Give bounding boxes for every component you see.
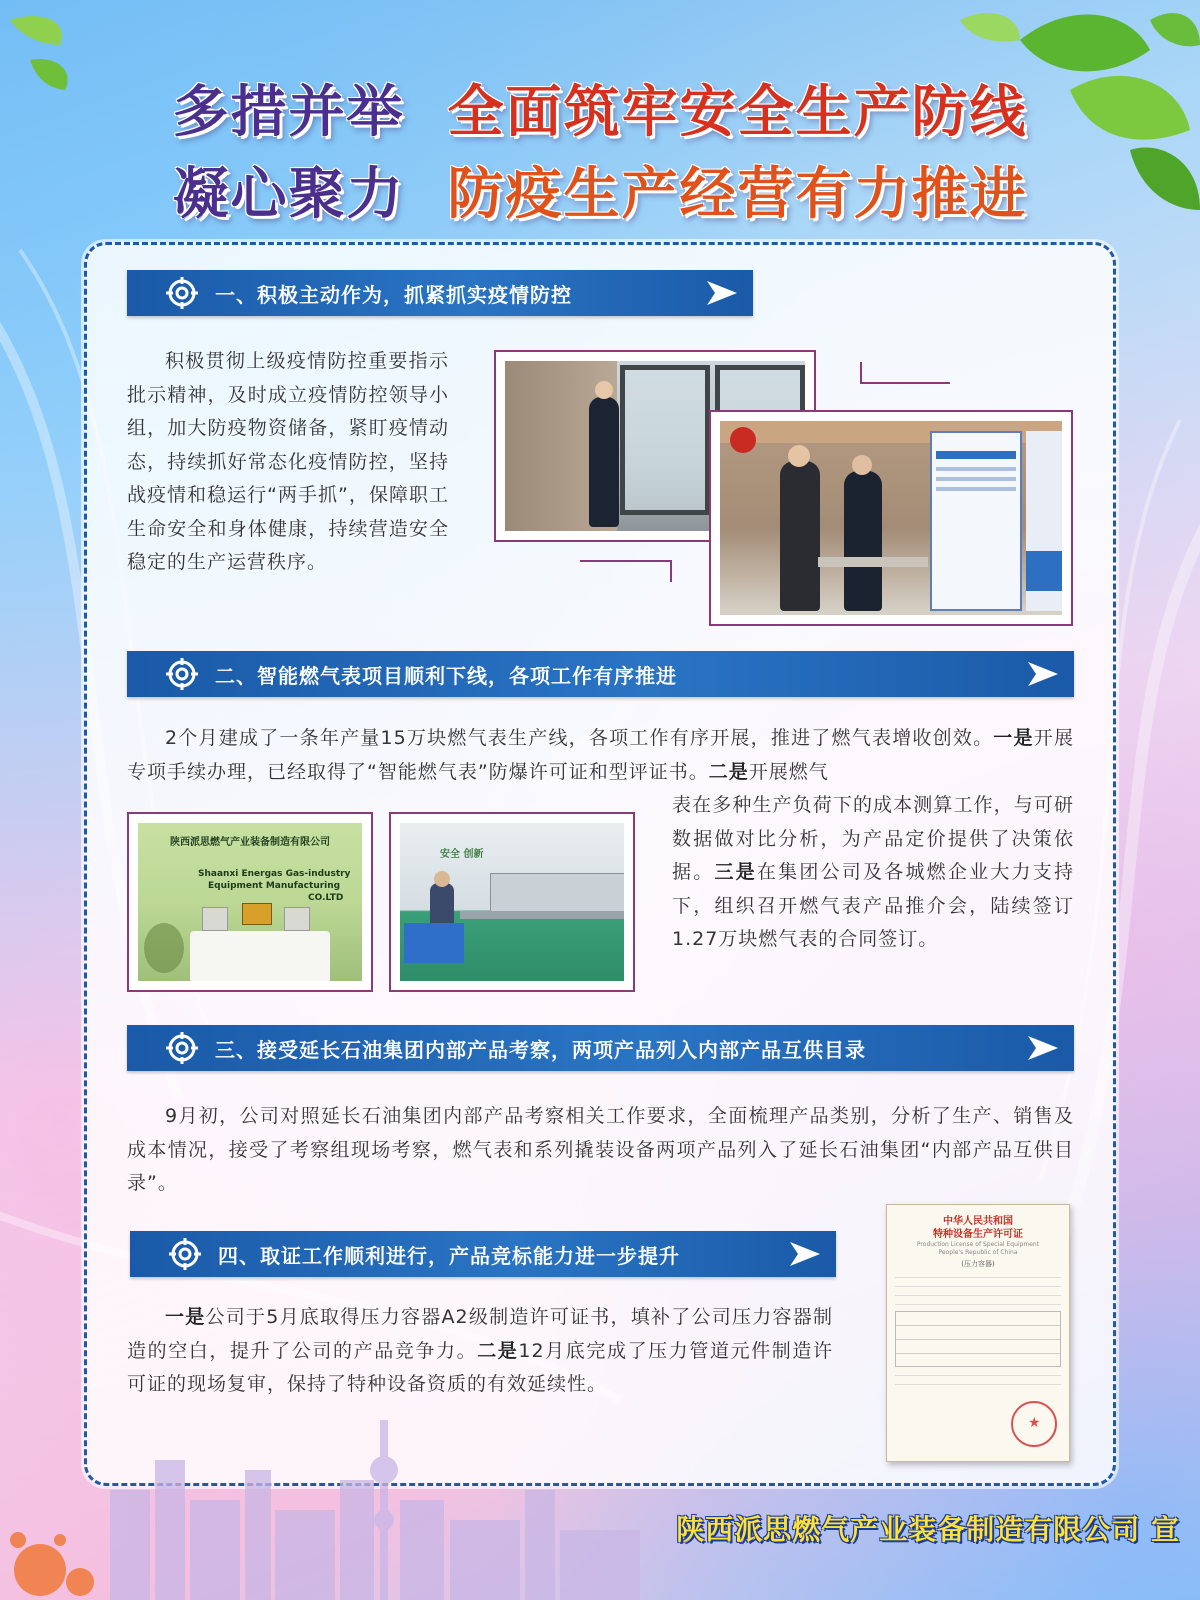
section-2-text-3a: 开展燃气 (748, 760, 829, 783)
title-line-2-part-a: 凝心聚力 (172, 162, 405, 227)
decorative-corner-line-bottom (580, 560, 672, 582)
section-2-keyword-3: 三是 (714, 861, 757, 883)
section-4-header (130, 1231, 836, 1277)
title-line-1 (0, 68, 1200, 148)
certificate-stamp (1011, 1401, 1057, 1447)
section-1-body-text: 积极贯彻上级疫情防控重要指示批示精神，及时成立疫情防控领导小组，加大防疫物资储备，紧盯疫情动态，持续抓好常态化疫情防控，坚持战疫情和稳运行“两手抓”，保障职工生命安全和身体健康，持续营造安全稳定的生产运营秩序。 (127, 350, 449, 573)
photo-wall-text: 安全 创新 (440, 849, 484, 860)
photo-temperature-check (720, 421, 1062, 615)
target-icon (165, 657, 199, 691)
photo-sign-en-2: Equipment Manufacturing (208, 881, 341, 891)
section-2-text-3b: 表在多种生产负荷下的成本测算工作，与可研数据做对比分析，为产品定价提供了决策依据。 (672, 794, 1074, 883)
section-1-heading: 一、积极主动作为，抓紧抓实疫情防控 (215, 282, 572, 307)
section-2-heading: 二、智能燃气表项目顺利下线，各项工作有序推进 (215, 663, 677, 688)
certificate-title-en-1: Production License of Special Equipment (916, 1241, 1040, 1248)
section-2-body-side (672, 789, 1074, 957)
certificate-image (886, 1204, 1070, 1462)
section-1-header (127, 270, 753, 316)
arrow-right-icon (1026, 659, 1060, 689)
certificate-title-2: 特种设备生产许可证 (933, 1229, 1023, 1240)
section-4-text-2: 12月底完成了压力管道元件制造许可证的现场复审，保持了特种设备资质的有效延续性。 (127, 1339, 833, 1395)
photo-product-display-frame (127, 812, 373, 992)
photo-product-display (138, 823, 362, 981)
arrow-right-icon (788, 1239, 822, 1269)
section-2-body-top (127, 722, 1074, 789)
target-icon (168, 1237, 202, 1271)
photo-sign-en-3: CO.LTD (308, 893, 344, 903)
arrow-right-icon (705, 278, 739, 308)
target-icon (165, 276, 199, 310)
section-1-body (127, 345, 449, 580)
title-line-2 (0, 150, 1200, 230)
section-3-header (127, 1025, 1074, 1071)
title-line-1-part-b: 全面筑牢安全生产防线 (447, 80, 1028, 145)
section-4-keyword-2: 二是 (477, 1339, 519, 1362)
section-2-text-4: 在集团公司及各城燃企业大力支持下，组织召开燃气表产品推介会，陆续签订1.27万块燃气表的合同签订。 (672, 861, 1074, 950)
certificate-title-1: 中华人民共和国 (943, 1216, 1013, 1227)
title-line-1-part-a: 多措并举 (172, 80, 405, 145)
section-2-header (127, 651, 1074, 697)
decorative-corner-line-top (860, 362, 950, 384)
photo-production-line (400, 823, 624, 981)
section-4-heading: 四、取证工作顺利进行，产品竞标能力进一步提升 (218, 1243, 680, 1268)
target-icon (165, 1031, 199, 1065)
arrow-right-icon (1026, 1033, 1060, 1063)
photo-temperature-check-frame (709, 410, 1073, 626)
section-2-text-1: 2个月建成了一条年产量15万块燃气表生产线，各项工作有序开展，推进了燃气表增收创效。 (165, 727, 994, 749)
certificate-title-en-2: People's Republic of China (938, 1249, 1018, 1256)
photo-production-line-frame (389, 812, 635, 992)
city-skyline (0, 1400, 700, 1600)
section-4-keyword-1: 一是 (165, 1306, 206, 1328)
section-4-text-1: 公司于5月底取得压力容器A2级制造许可证书，填补了公司压力容器制造的空白，提升了公司的产品竞争力。 (127, 1306, 833, 1362)
section-2-keyword-1: 一是 (993, 727, 1034, 749)
section-4-body (127, 1301, 833, 1402)
section-3-heading: 三、接受延长石油集团内部产品考察，两项产品列入内部产品互供目录 (215, 1037, 866, 1062)
section-3-body-text: 9月初，公司对照延长石油集团内部产品考察相关工作要求，全面梳理产品类别，分析了生产、销售及成本情况，接受了考察组现场考察，燃气表和系列撬装设备两项产品列入了延长石油集团“内部产品互供目录”。 (127, 1105, 1074, 1194)
section-2-keyword-2: 二是 (708, 760, 749, 783)
photo-sign-cn: 陕西派思燃气产业装备制造有限公司 (170, 837, 330, 848)
photo-sign-en-1: Shaanxi Energas Gas-industry (198, 869, 351, 879)
section-3-body (127, 1100, 1074, 1201)
footer-company: 陕西派思燃气产业装备制造有限公司 宣 (676, 1513, 1180, 1546)
certificate-category: (压力容器) (961, 1260, 995, 1268)
section-2-text-2: 开展专项手续办理，已经取得了“智能燃气表”防爆许可证和型评证书。 (127, 727, 1074, 783)
title-line-2-part-b: 防疫生产经营有力推进 (447, 162, 1028, 227)
